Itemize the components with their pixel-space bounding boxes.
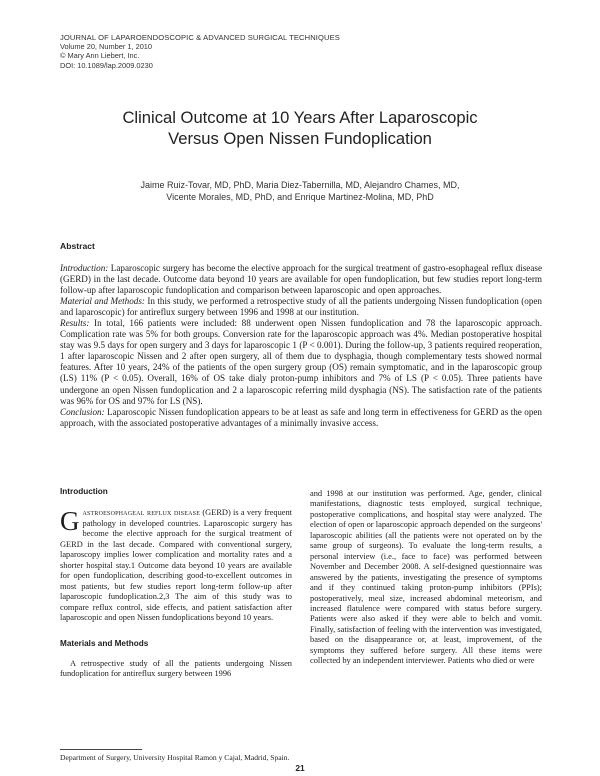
abstract-methods-text: In this study, we performed a retrospective study of all the patients undergoing Nissen fundoplication (open and laparoscopic) for antireflux surgery between 1996 and 1998 at our institution. [60,296,542,318]
abstract-results-text: In total, 166 patients were included: 88 underwent open Nissen fundoplication and 78 the laparoscopic approach. Complication rate was 5% for both groups. Conversion rate for the laparoscopic approach was 4%. Median postoperative hospital stay was 9.5 days for open surgery and 3 days for laparoscopic 1 (P < 0.001). During the follow-up, 3 patients required reoperation, 1 after laparoscopic Nissen and 2 after open surgery, all of them due to dysphagia, though complementary tests showed normal features. After 10 years, 24% of the patients of the open surgery group (OS) remain symptomatic, and in the laparoscopic group (LS) 11% (P < 0.05). Overall, 16% of OS take dialy proton-pump inhibitors and 7% of LS (P < 0.05). Three patients have undergone an open Nissen fundoplication and 2 a laparoscopic referring mild dysphagia (NS). The satisfaction rate of the patients was 96% for OS and 97% for LS (NS). [60,318,542,406]
drop-cap: G [60,506,80,537]
author-list [60,179,540,203]
left-column [60,487,292,680]
intro-smallcaps-lead: astroesophageal reflux disease [82,508,201,518]
article-title [40,108,560,149]
introduction-text: (GERD) is a very frequent pathology in developed countries. Laparoscopic surgery has become the elective approach for the surgical treatment of GERD in the last decade. Compared with conventional surgery, laparoscopy implies lower complication and mortality rates and a shorter hospital stay.1 Outcome data beyond 10 years are available for open fundoplication, describing good-to-excellent outcomes in most patients, but few studies report long-term follow-up after laparoscopic fundoplication.2,3 The aim of this study was to compare reflux control, side effects, and patient satisfaction after laparoscopic and open Nissen fundoplications beyond 10 years. [60,508,292,622]
abstract-body [60,263,542,429]
abstract-heading: Abstract [60,241,95,251]
introduction-heading: Introduction [60,487,108,496]
title-line-2: Versus Open Nissen Fundoplication [168,128,432,148]
abstract-results-label: Results: [60,318,90,329]
page-number: 21 [295,763,305,773]
journal-volume: Volume 20, Number 1, 2010 [60,42,153,52]
right-column [310,489,542,667]
journal-doi: DOI: 10.1089/lap.2009.0230 [60,60,153,70]
journal-header [60,33,460,70]
introduction-paragraph [60,508,292,623]
abstract-methods [60,296,542,318]
abstract-conclusion-label: Conclusion: [60,406,105,417]
abstract-conclusion-text: Laparoscopic Nissen fundoplication appears to be at least as safe and long term in effectiveness for GERD as the open approach, with the associated postoperative advantages of a minimally invasive access. [60,406,542,428]
abstract-conclusion [60,407,542,429]
abstract-methods-label: Material and Methods: [60,296,145,307]
abstract-introduction [60,263,542,296]
methods-paragraph: A retrospective study of all the patients undergoing Nissen fundoplication for antireflux surgery between 1996 [60,658,292,679]
abstract-introduction-text: Laparoscopic surgery has become the elective approach for the surgical treatment of gastro-esophageal reflux disease (GERD) in the last decade. Outcome data beyond 10 years are available for open fundoplication, but few studies report long-term follow-up after laparoscopic fundoplication and comparison between laparoscopic and open approaches. [60,263,542,296]
journal-name: JOURNAL OF LAPAROENDOSCOPIC & ADVANCED SURGICAL TECHNIQUES [60,33,340,42]
methods-heading: Materials and Methods [60,639,149,649]
journal-copyright: © Mary Ann Liebert, Inc. [60,51,140,61]
authors-line-2: Vicente Morales, MD, PhD, and Enrique Martinez-Molina, MD, PhD [166,192,434,202]
abstract-results [60,318,542,406]
methods-continued-paragraph: and 1998 at our institution was performed. Age, gender, clinical manifestations, diagnostic tests employed, surgical technique, postoperative complications, and hospital stay were analyzed. The election of open or laparoscopic approach depended on the surgeons' laparoscopic abilities (all the patients were not operated on by the same group of surgeons). To evaluate the long-term results, a personal interview (i.e., face to face) was performed between November and December 2008. A self-designed questionnaire was answered by the patients, investigating the presence of symptoms and if they continued taking proton-pump inhibitors (PPIs); postoperatively, meal size, increased abdominal meteorism, and increased flatulence were compared with status before surgery. Patients were also asked if they were able to belch and vomit. Finally, satisfaction of feeling with the intervention was investigated, based on the disappearance or, at least, improvement, of the symptoms they suffered before surgery. All these items were collected by an independent interviewer. Patients who died or were [310,489,542,666]
abstract-introduction-label: Introduction: [60,263,109,273]
footnote-divider [60,749,142,750]
title-line-1: Clinical Outcome at 10 Years After Laparoscopic [122,108,478,127]
authors-line-1: Jaime Ruiz-Tovar, MD, PhD, Maria Diez-Tabernilla, MD, Alejandro Chames, MD, [140,180,460,190]
affiliation-footnote: Department of Surgery, University Hospital Ramon y Cajal, Madrid, Spain. [60,753,290,762]
